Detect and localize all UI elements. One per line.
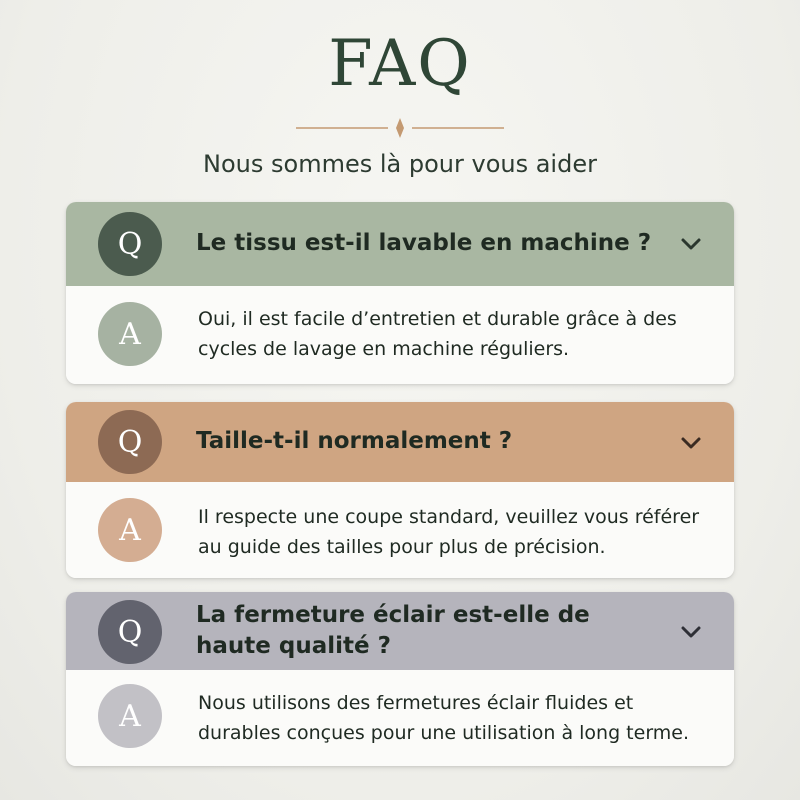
faq-answer-row xyxy=(66,482,734,578)
faq-answer: Nous utilisons des fermetures éclair fluides et durables conçues pour une utilisation à long terme. xyxy=(198,692,690,744)
faq-question: La fermeture éclair est-elle de haute qualité ? xyxy=(196,602,590,659)
faq-question-row[interactable] xyxy=(66,592,734,670)
faq-answer: Oui, il est facile d’entretien et durable grâce à des cycles de lavage en machine réguliers. xyxy=(198,308,677,360)
faq-card-3 xyxy=(66,592,734,766)
faq-answer: Il respecte une coupe standard, veuillez vous référer au guide des tailles pour plus de précision. xyxy=(198,506,700,558)
q-badge: Q xyxy=(98,600,162,664)
faq-card-2 xyxy=(66,402,734,578)
faq-answer-row xyxy=(66,286,734,384)
chevron-down-icon[interactable] xyxy=(676,428,706,458)
q-badge: Q xyxy=(98,410,162,474)
faq-card-1 xyxy=(66,202,734,384)
faq-question-row[interactable] xyxy=(66,402,734,482)
faq-question: Le tissu est-il lavable en machine ? xyxy=(196,230,652,256)
faq-answer-row xyxy=(66,670,734,766)
a-badge: A xyxy=(98,498,162,562)
diamond-divider-icon xyxy=(296,118,504,138)
q-badge: Q xyxy=(98,212,162,276)
faq-question-row[interactable] xyxy=(66,202,734,286)
page-subtitle: Nous sommes là pour vous aider xyxy=(203,150,597,178)
page-title: FAQ xyxy=(328,27,472,101)
a-badge: A xyxy=(98,302,162,366)
chevron-down-icon[interactable] xyxy=(676,229,706,259)
chevron-down-icon[interactable] xyxy=(676,617,706,647)
a-badge: A xyxy=(98,684,162,748)
faq-question: Taille-t-il normalement ? xyxy=(196,428,513,454)
